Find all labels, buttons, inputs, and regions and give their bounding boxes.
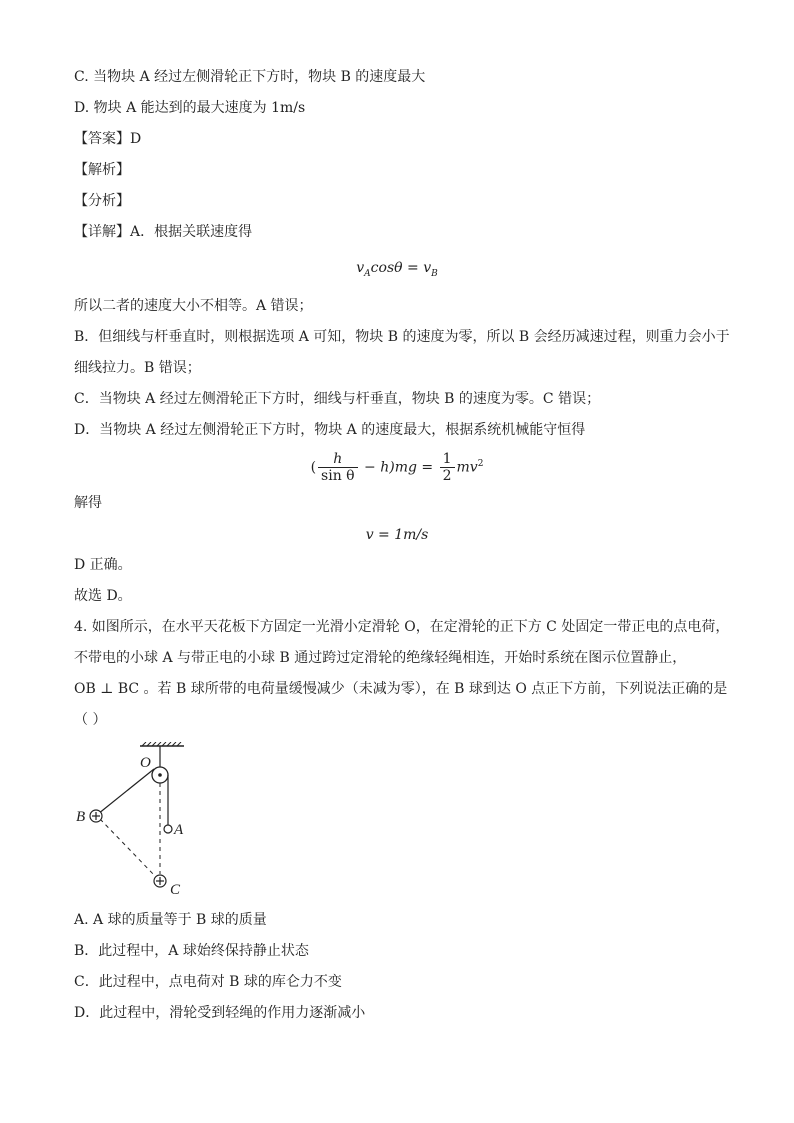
question-4-line2: 不带电的小球 A 与带正电的小球 B 通过跨过定滑轮的绝缘轻绳相连，开始时系统在图示位置静止， — [74, 650, 687, 666]
question-4-line3: OB ⊥ BC 。若 B 球所带的电荷量缓慢减少（未减为零），在 B 球到达 O 点正下方前，下列说法正确的是 — [74, 681, 728, 697]
option-c-prev: C. 当物块 A 经过左侧滑轮正下方时，物块 B 的速度最大 — [74, 69, 426, 85]
ball-a — [164, 825, 172, 833]
option-a: A. A 球的质量等于 B 球的质量 — [74, 912, 267, 928]
label-o: O — [140, 755, 151, 771]
jiede-label: 解得 — [74, 495, 102, 511]
line-b2: 细线拉力。B 错误； — [74, 360, 201, 376]
choose-d: 故选 D。 — [74, 588, 132, 604]
line-a-result: 所以二者的速度大小不相等。A 错误； — [74, 298, 313, 314]
d-correct: D 正确。 — [74, 557, 132, 573]
answer-label: 【答案】D — [74, 131, 142, 147]
question-4-line1: 4. 如图所示，在水平天花板下方固定一光滑小定滑轮 O，在定滑轮的正下方 C 处固定一带正电的点电荷， — [74, 619, 730, 635]
option-b: B．此过程中，A 球始终保持静止状态 — [74, 943, 309, 959]
option-c: C．此过程中，点电荷对 B 球的库仑力不变 — [74, 974, 342, 990]
fenxi-label: 【分析】 — [74, 193, 130, 209]
line-b1: B．但细线与杆垂直时，则根据选项 A 可知，物块 B 的速度为零，所以 B 会经历减速过程，则重力会小于 — [74, 329, 730, 345]
question-4-line4: （ ） — [74, 712, 107, 728]
label-c: C — [170, 882, 181, 898]
rope-to-b — [98, 769, 154, 814]
option-d-prev: D. 物块 A 能达到的最大速度为 1m/s — [74, 100, 306, 116]
pulley-diagram — [74, 742, 204, 902]
equation-energy: ( $\frac{h}{\text{sin θ}}$ − h)mg = $\frac{1}{2}$ $mv^2$ — [310, 451, 484, 485]
label-b: B — [76, 809, 86, 825]
analysis-label: 【解析】 — [74, 162, 130, 178]
equation-result: v = 1m/s — [365, 527, 429, 543]
label-a: A — [174, 822, 184, 838]
pulley-axle — [158, 773, 162, 777]
detail-a: 【详解】A．根据关联速度得 — [74, 224, 253, 240]
option-d: D．此过程中，滑轮受到轻绳的作用力逐渐减小 — [74, 1005, 366, 1021]
line-d: D．当物块 A 经过左侧滑轮正下方时，物块 A 的速度最大，根据系统机械能守恒得 — [74, 422, 586, 438]
dashed-bc — [100, 819, 156, 877]
line-c: C．当物块 A 经过左侧滑轮正下方时，细线与杆垂直，物块 B 的速度为零。C 错误； — [74, 391, 601, 407]
equation-velocity: $v_A\cos\theta = v_B$ — [356, 260, 438, 279]
